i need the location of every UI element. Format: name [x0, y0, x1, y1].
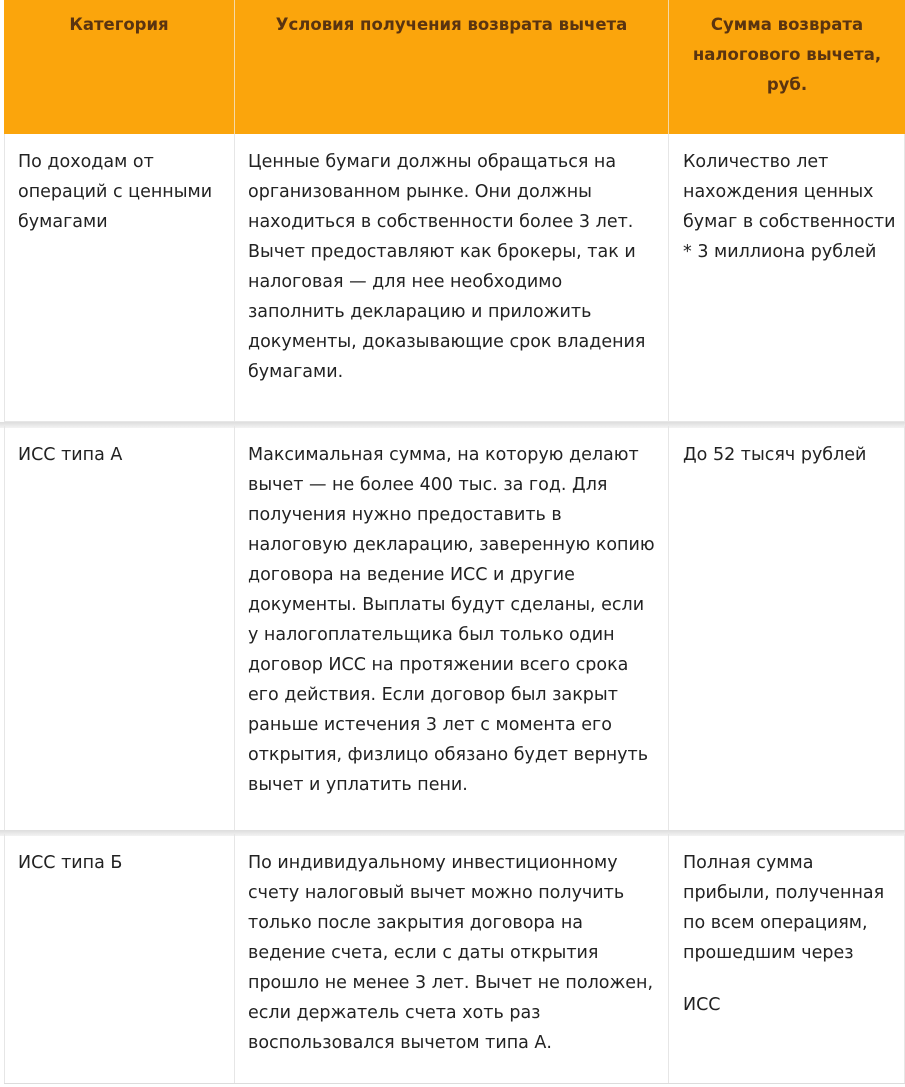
category-cell: По доходам от операций с ценными бумагами	[4, 134, 235, 421]
table-row-securities	[4, 134, 905, 422]
conditions-cell: По индивидуальному инвестиционному счету налоговый вычет можно получить только после закрытия договора на ведение счета, если с даты открытия прошло не менее 3 лет. Вычет не положен, если держатель счета хоть раз воспользовался вычетом типа А.	[235, 834, 669, 1083]
header-conditions	[235, 0, 669, 134]
header-conditions-label: Условия получения возврата вычета	[275, 15, 628, 34]
amount-text: Полная сумма прибыли, полученная по всем операциям, прошедшим через	[683, 853, 885, 963]
amount-cell: Количество лет нахождения ценных бумаг в собственности * 3 миллиона рублей	[669, 134, 905, 421]
amount-cell: До 52 тысяч рублей	[669, 426, 905, 830]
category-cell: ИСС типа А	[4, 426, 235, 830]
table-row-iis-type-b	[4, 834, 905, 1084]
header-category-label: Категория	[69, 15, 169, 34]
header-amount	[669, 0, 905, 134]
header-amount-label: Сумма возврата налогового вычета, руб.	[692, 15, 882, 94]
amount-cell	[669, 834, 905, 1083]
category-cell: ИСС типа Б	[4, 834, 235, 1083]
amount-extra-text: ИСС	[683, 995, 721, 1015]
table-row-iis-type-a	[4, 426, 905, 830]
conditions-cell: Максимальная сумма, на которую делают вычет — не более 400 тыс. за год. Для получения нужно предоставить в налоговую декларацию, заверенную копию договора на ведение ИСС и другие документы. Выплаты будут сделаны, если у налогоплательщика был только один договор ИСС на протяжении всего срока его действия. Если договор был закрыт раньше истечения 3 лет с момента его открытия, физлицо обязано будет вернуть вычет и уплатить пени.	[235, 426, 669, 830]
header-category	[4, 0, 235, 134]
conditions-cell: Ценные бумаги должны обращаться на организованном рынке. Они должны находиться в собственности более 3 лет. Вычет предоставляют как брокеры, так и налоговая — для нее необходимо заполнить декларацию и приложить документы, доказывающие срок владения бумагами.	[235, 134, 669, 421]
